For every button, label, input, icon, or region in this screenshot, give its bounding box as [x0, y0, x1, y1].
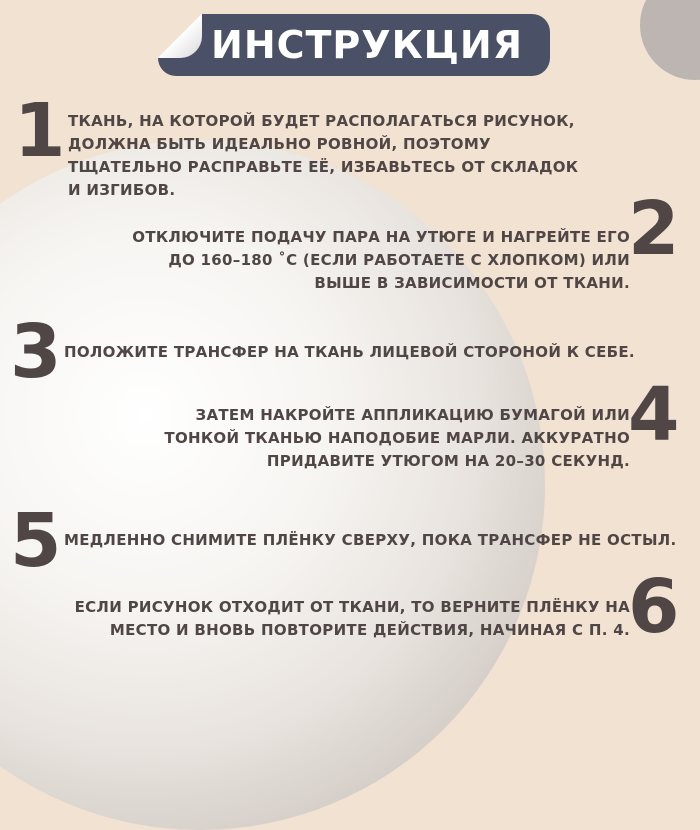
step-3-text: ПОЛОЖИТЕ ТРАНСФЕР НА ТКАНЬ ЛИЦЕВОЙ СТОРОНОЙ К СЕБЕ. — [64, 343, 635, 361]
step-5-number: 5 — [10, 498, 62, 584]
corner-decor-circle — [640, 0, 700, 80]
step-6-text: ЕСЛИ РИСУНОК ОТХОДИТ ОТ ТКАНИ, ТО ВЕРНИТЕ ПЛЁНКУ НА МЕСТО И ВНОВЬ ПОВТОРИТЕ ДЕЙСТВИЯ, НАЧИНАЯ С П. 4. — [74, 598, 630, 639]
step-1-text: ТКАНЬ, НА КОТОРОЙ БУДЕТ РАСПОЛАГАТЬСЯ РИСУНОК, ДОЛЖНА БЫТЬ ИДЕАЛЬНО РОВНОЙ, ПОЭТОМУ ТЩАТЕЛЬНО РАСПРАВЬТЕ ЕЁ, ИЗБАВЬТЕСЬ ОТ СКЛАДОК И ИЗГИБОВ. — [68, 112, 579, 199]
step-2-text: ОТКЛЮЧИТЕ ПОДАЧУ ПАРА НА УТЮГЕ И НАГРЕЙТЕ ЕГО ДО 160–180 ˚С (ЕСЛИ РАБОТАЕТЕ С ХЛОПКОМ) ИЛИ ВЫШЕ В ЗАВИСИМОСТИ ОТ ТКАНИ. — [132, 228, 630, 292]
step-1-number: 1 — [14, 88, 66, 174]
step-4-text: ЗАТЕМ НАКРОЙТЕ АППЛИКАЦИЮ БУМАГОЙ ИЛИ ТОНКОЙ ТКАНЬЮ НАПОДОБИЕ МАРЛИ. АККУРАТНО ПРИДАВИТЕ УТЮГОМ НА 20–30 СЕКУНД. — [164, 406, 630, 470]
page-title: ИНСТРУКЦИЯ — [211, 23, 523, 67]
step-4-number: 4 — [628, 372, 680, 458]
step-2-number: 2 — [628, 186, 680, 272]
step-3-number: 3 — [10, 309, 62, 395]
step-5-text: МЕДЛЕННО СНИМИТЕ ПЛЁНКУ СВЕРХУ, ПОКА ТРАНСФЕР НЕ ОСТЫЛ. — [64, 531, 677, 549]
step-6-number: 6 — [628, 564, 680, 650]
